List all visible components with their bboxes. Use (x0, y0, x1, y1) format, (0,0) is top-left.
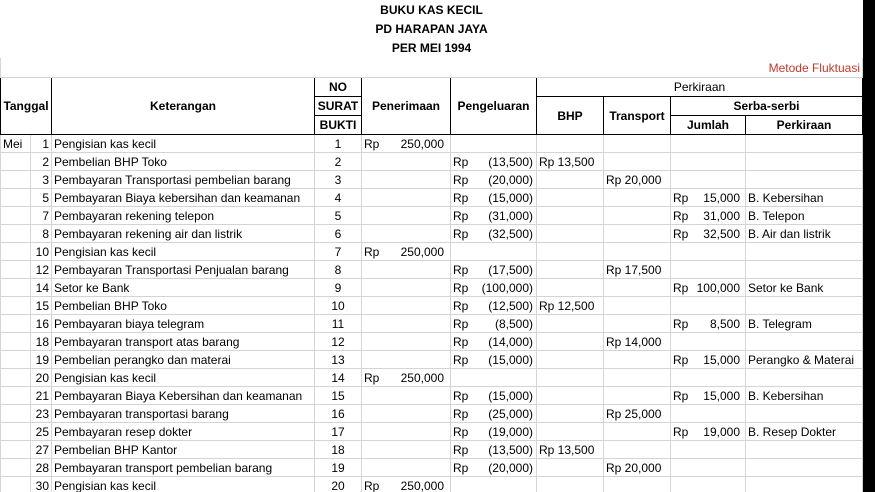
cell-perkiraan[interactable] (746, 135, 863, 153)
header-bhp[interactable]: BHP (537, 97, 604, 135)
cell-perkiraan[interactable] (746, 477, 863, 492)
cell-jumlah[interactable] (671, 369, 746, 387)
cell-bhp[interactable] (537, 135, 604, 153)
cell-transport[interactable]: Rp 17,500 (604, 261, 671, 279)
cell-month[interactable] (1, 261, 31, 279)
cell-description[interactable]: Pembelian BHP Toko (52, 153, 315, 171)
cell-day[interactable]: 18 (31, 333, 52, 351)
cell-perkiraan[interactable] (746, 405, 863, 423)
cell-month[interactable] (1, 189, 31, 207)
cell-description[interactable]: Pembayaran transportasi barang (52, 405, 315, 423)
cell-perkiraan[interactable]: B. Telegram (746, 315, 863, 333)
cell-pengeluaran[interactable]: Rp (15,000) (451, 387, 537, 405)
cell-no-bukti[interactable]: 7 (315, 243, 362, 261)
cell-month[interactable] (1, 171, 31, 189)
cell-no-bukti[interactable]: 4 (315, 189, 362, 207)
cell-perkiraan[interactable] (746, 171, 863, 189)
cell-description[interactable]: Pembelian BHP Kantor (52, 441, 315, 459)
header-no-surat-3[interactable]: BUKTI (315, 116, 362, 135)
cell-day[interactable]: 10 (31, 243, 52, 261)
cell-penerimaan[interactable] (362, 333, 451, 351)
cell-bhp[interactable] (537, 189, 604, 207)
cell-month[interactable] (1, 369, 31, 387)
cell-pengeluaran[interactable]: Rp (15,000) (451, 189, 537, 207)
table-row (1, 387, 863, 405)
header-transport[interactable]: Transport (604, 97, 671, 135)
cell-jumlah[interactable] (671, 333, 746, 351)
table-row (1, 297, 863, 315)
cell-description[interactable]: Pembayaran biaya telegram (52, 315, 315, 333)
cell-jumlah[interactable] (671, 405, 746, 423)
cell-perkiraan[interactable] (746, 261, 863, 279)
cell-bhp[interactable] (537, 225, 604, 243)
cell-pengeluaran[interactable]: Rp (12,500) (451, 297, 537, 315)
cell-bhp[interactable] (537, 279, 604, 297)
cell-jumlah[interactable]: Rp 100,000 (671, 279, 746, 297)
cell-month[interactable] (1, 207, 31, 225)
cell-no-bukti[interactable]: 10 (315, 297, 362, 315)
cell-penerimaan[interactable]: Rp 250,000 (362, 243, 451, 261)
cell-day[interactable]: 5 (31, 189, 52, 207)
cell-day[interactable]: 15 (31, 297, 52, 315)
cell-penerimaan[interactable] (362, 189, 451, 207)
cell-perkiraan[interactable]: B. Kebersihan (746, 387, 863, 405)
cell-jumlah[interactable] (671, 153, 746, 171)
cell-pengeluaran[interactable]: Rp (14,000) (451, 333, 537, 351)
cell-pengeluaran[interactable]: Rp (100,000) (451, 279, 537, 297)
cell-day[interactable]: 25 (31, 423, 52, 441)
cell-month[interactable] (1, 405, 31, 423)
cell-pengeluaran[interactable] (451, 369, 537, 387)
header-perkiraan[interactable]: Perkiraan (537, 78, 863, 97)
cell-penerimaan[interactable] (362, 441, 451, 459)
cell-pengeluaran[interactable]: Rp (20,000) (451, 459, 537, 477)
cell-jumlah[interactable] (671, 297, 746, 315)
cell-month[interactable] (1, 225, 31, 243)
cell-day[interactable]: 3 (31, 171, 52, 189)
cell-penerimaan[interactable] (362, 351, 451, 369)
cell-transport[interactable] (604, 297, 671, 315)
cell-penerimaan[interactable]: Rp 250,000 (362, 477, 451, 492)
cell-description[interactable]: Pengisian kas kecil (52, 477, 315, 492)
cell-month[interactable] (1, 279, 31, 297)
cell-description[interactable]: Pembayaran Biaya Kebersihan dan keamanan (52, 387, 315, 405)
cell-jumlah[interactable] (671, 243, 746, 261)
table-row (1, 333, 863, 351)
cell-transport[interactable] (604, 135, 671, 153)
cell-penerimaan[interactable] (362, 261, 451, 279)
cell-perkiraan[interactable] (746, 153, 863, 171)
cell-day[interactable]: 12 (31, 261, 52, 279)
cell-transport[interactable]: Rp 25,000 (604, 405, 671, 423)
cell-bhp[interactable]: Rp 13,500 (537, 441, 604, 459)
cell-no-bukti[interactable]: 2 (315, 153, 362, 171)
cell-day[interactable]: 2 (31, 153, 52, 171)
cell-pengeluaran[interactable]: Rp (32,500) (451, 225, 537, 243)
cell-transport[interactable] (604, 387, 671, 405)
table-row (1, 153, 863, 171)
cell-penerimaan[interactable] (362, 153, 451, 171)
cell-day[interactable]: 20 (31, 369, 52, 387)
cell-penerimaan[interactable]: Rp 250,000 (362, 369, 451, 387)
cell-month[interactable] (1, 243, 31, 261)
cell-jumlah[interactable]: Rp 15,000 (671, 351, 746, 369)
cell-jumlah[interactable]: Rp 15,000 (671, 387, 746, 405)
cell-transport[interactable] (604, 189, 671, 207)
cell-pengeluaran[interactable] (451, 477, 537, 492)
cell-transport[interactable] (604, 207, 671, 225)
table-row (1, 189, 863, 207)
method-label[interactable]: Metode Fluktuasi (1, 58, 863, 78)
table-row (1, 441, 863, 459)
table-row (1, 225, 863, 243)
cell-pengeluaran[interactable]: Rp (13,500) (451, 153, 537, 171)
cell-description[interactable]: Pembayaran transport pembelian barang (52, 459, 315, 477)
cell-day[interactable]: 28 (31, 459, 52, 477)
cell-perkiraan[interactable]: Setor ke Bank (746, 279, 863, 297)
cell-bhp[interactable] (537, 477, 604, 492)
cell-jumlah[interactable]: Rp 8,500 (671, 315, 746, 333)
cell-transport[interactable] (604, 225, 671, 243)
cell-no-bukti[interactable]: 5 (315, 207, 362, 225)
header-no-surat-2[interactable]: SURAT (315, 97, 362, 116)
cell-transport[interactable] (604, 369, 671, 387)
cell-pengeluaran[interactable]: Rp (13,500) (451, 441, 537, 459)
cell-month[interactable] (1, 441, 31, 459)
cell-penerimaan[interactable] (362, 423, 451, 441)
cell-day[interactable]: 14 (31, 279, 52, 297)
cell-month[interactable] (1, 297, 31, 315)
cell-jumlah[interactable] (671, 459, 746, 477)
cell-pengeluaran[interactable] (451, 243, 537, 261)
table-row (1, 405, 863, 423)
table-row (1, 315, 863, 333)
header-perkiraan-sub[interactable]: Perkiraan (746, 116, 863, 135)
cell-pengeluaran[interactable]: Rp (17,500) (451, 261, 537, 279)
header-keterangan[interactable]: Keterangan (52, 78, 315, 135)
table-row (1, 423, 863, 441)
cell-day[interactable]: 19 (31, 351, 52, 369)
cell-penerimaan[interactable] (362, 405, 451, 423)
cell-transport[interactable]: Rp 14,000 (604, 333, 671, 351)
table-row (1, 243, 863, 261)
title-line-1[interactable]: BUKU KAS KECIL (1, 1, 863, 20)
header-jumlah[interactable]: Jumlah (671, 116, 746, 135)
table-row (1, 135, 863, 153)
cell-perkiraan[interactable]: Perangko & Materai (746, 351, 863, 369)
cell-jumlah[interactable]: Rp 32,500 (671, 225, 746, 243)
cell-perkiraan[interactable] (746, 243, 863, 261)
cell-no-bukti[interactable]: 1 (315, 135, 362, 153)
cell-day[interactable]: 30 (31, 477, 52, 492)
cell-month[interactable] (1, 459, 31, 477)
cell-description[interactable]: Pengisian kas kecil (52, 135, 315, 153)
cell-day[interactable]: 8 (31, 225, 52, 243)
cell-no-bukti[interactable]: 15 (315, 387, 362, 405)
cell-month[interactable] (1, 315, 31, 333)
cell-description[interactable]: Pengisian kas kecil (52, 243, 315, 261)
cell-bhp[interactable] (537, 333, 604, 351)
table-row (1, 369, 863, 387)
cell-pengeluaran[interactable]: Rp (25,000) (451, 405, 537, 423)
cell-jumlah[interactable]: Rp 15,000 (671, 189, 746, 207)
cell-transport[interactable] (604, 423, 671, 441)
table-row (1, 207, 863, 225)
header-no-surat-1[interactable]: NO (315, 78, 362, 97)
cell-penerimaan[interactable] (362, 207, 451, 225)
cell-perkiraan[interactable] (746, 297, 863, 315)
cell-bhp[interactable]: Rp 13,500 (537, 153, 604, 171)
cell-bhp[interactable] (537, 243, 604, 261)
cell-description[interactable]: Pembayaran Biaya kebersihan dan keamanan (52, 189, 315, 207)
cell-no-bukti[interactable]: 13 (315, 351, 362, 369)
table-row (1, 261, 863, 279)
cell-month[interactable] (1, 477, 31, 492)
cell-bhp[interactable] (537, 171, 604, 189)
cell-day[interactable]: 16 (31, 315, 52, 333)
table-row (1, 279, 863, 297)
cell-no-bukti[interactable]: 20 (315, 477, 362, 492)
cell-no-bukti[interactable]: 8 (315, 261, 362, 279)
cell-transport[interactable] (604, 351, 671, 369)
cell-jumlah[interactable] (671, 171, 746, 189)
cell-pengeluaran[interactable]: Rp (31,000) (451, 207, 537, 225)
cell-jumlah[interactable] (671, 441, 746, 459)
cell-pengeluaran[interactable]: Rp (15,000) (451, 351, 537, 369)
cell-penerimaan[interactable] (362, 171, 451, 189)
cell-transport[interactable]: Rp 20,000 (604, 459, 671, 477)
cell-month[interactable] (1, 351, 31, 369)
cell-jumlah[interactable] (671, 477, 746, 492)
cell-perkiraan[interactable]: B. Air dan listrik (746, 225, 863, 243)
cell-no-bukti[interactable]: 9 (315, 279, 362, 297)
cell-bhp[interactable] (537, 423, 604, 441)
cell-penerimaan[interactable] (362, 459, 451, 477)
header-tanggal[interactable]: Tanggal (1, 78, 52, 135)
cell-transport[interactable] (604, 243, 671, 261)
cell-penerimaan[interactable] (362, 387, 451, 405)
cell-description[interactable]: Pembayaran transport atas barang (52, 333, 315, 351)
cell-transport[interactable] (604, 153, 671, 171)
cell-bhp[interactable] (537, 261, 604, 279)
cell-month[interactable] (1, 387, 31, 405)
cell-jumlah[interactable] (671, 261, 746, 279)
cell-jumlah[interactable]: Rp 19,000 (671, 423, 746, 441)
cell-bhp[interactable] (537, 459, 604, 477)
cell-description[interactable]: Pembayaran rekening air dan listrik (52, 225, 315, 243)
cell-bhp[interactable] (537, 405, 604, 423)
cell-pengeluaran[interactable]: Rp (8,500) (451, 315, 537, 333)
cell-description[interactable]: Pengisian kas kecil (52, 369, 315, 387)
cell-description[interactable]: Pembayaran rekening telepon (52, 207, 315, 225)
cell-pengeluaran[interactable]: Rp (19,000) (451, 423, 537, 441)
cell-penerimaan[interactable] (362, 279, 451, 297)
cell-bhp[interactable] (537, 207, 604, 225)
cell-description[interactable]: Setor ke Bank (52, 279, 315, 297)
cell-no-bukti[interactable]: 19 (315, 459, 362, 477)
cell-description[interactable]: Pembayaran Transportasi pembelian barang (52, 171, 315, 189)
table-row (1, 351, 863, 369)
cell-month[interactable] (1, 153, 31, 171)
cell-penerimaan[interactable]: Rp 250,000 (362, 135, 451, 153)
cell-day[interactable]: 21 (31, 387, 52, 405)
header-serba-serbi[interactable]: Serba-serbi (671, 97, 863, 116)
cell-no-bukti[interactable]: 16 (315, 405, 362, 423)
cell-bhp[interactable] (537, 315, 604, 333)
cell-pengeluaran[interactable]: Rp (20,000) (451, 171, 537, 189)
cell-bhp[interactable] (537, 351, 604, 369)
cell-description[interactable]: Pembayaran resep dokter (52, 423, 315, 441)
cell-day[interactable]: 27 (31, 441, 52, 459)
cell-no-bukti[interactable]: 12 (315, 333, 362, 351)
cell-transport[interactable] (604, 477, 671, 492)
table-row (1, 459, 863, 477)
cell-pengeluaran[interactable] (451, 135, 537, 153)
cell-no-bukti[interactable]: 18 (315, 441, 362, 459)
cell-no-bukti[interactable]: 6 (315, 225, 362, 243)
title-line-2[interactable]: PD HARAPAN JAYA (1, 20, 863, 39)
cell-transport[interactable] (604, 279, 671, 297)
cell-month[interactable] (1, 333, 31, 351)
cell-bhp[interactable]: Rp 12,500 (537, 297, 604, 315)
cell-day[interactable]: 23 (31, 405, 52, 423)
cell-jumlah[interactable] (671, 135, 746, 153)
cell-transport[interactable]: Rp 20,000 (604, 171, 671, 189)
cell-month[interactable]: Mei (1, 135, 31, 153)
table-row (1, 171, 863, 189)
cell-penerimaan[interactable] (362, 297, 451, 315)
cell-penerimaan[interactable] (362, 225, 451, 243)
cell-perkiraan[interactable] (746, 459, 863, 477)
cell-description[interactable]: Pembelian perangko dan materai (52, 351, 315, 369)
cell-perkiraan[interactable] (746, 441, 863, 459)
cell-perkiraan[interactable]: B. Kebersihan (746, 189, 863, 207)
cell-transport[interactable] (604, 441, 671, 459)
cell-no-bukti[interactable]: 14 (315, 369, 362, 387)
cell-bhp[interactable] (537, 369, 604, 387)
cell-no-bukti[interactable]: 17 (315, 423, 362, 441)
cell-month[interactable] (1, 423, 31, 441)
table-row (1, 477, 863, 492)
cell-description[interactable]: Pembelian BHP Toko (52, 297, 315, 315)
cell-description[interactable]: Pembayaran Transportasi Penjualan barang (52, 261, 315, 279)
header-penerimaan[interactable]: Penerimaan (362, 78, 451, 135)
header-pengeluaran[interactable]: Pengeluaran (451, 78, 537, 135)
cell-bhp[interactable] (537, 387, 604, 405)
cell-perkiraan[interactable] (746, 369, 863, 387)
cell-jumlah[interactable]: Rp 31,000 (671, 207, 746, 225)
cell-day[interactable]: 1 (31, 135, 52, 153)
cell-perkiraan[interactable]: B. Telepon (746, 207, 863, 225)
cell-perkiraan[interactable]: B. Resep Dokter (746, 423, 863, 441)
cell-penerimaan[interactable] (362, 315, 451, 333)
cell-transport[interactable] (604, 315, 671, 333)
cell-perkiraan[interactable] (746, 333, 863, 351)
cell-no-bukti[interactable]: 11 (315, 315, 362, 333)
cell-day[interactable]: 7 (31, 207, 52, 225)
cell-no-bukti[interactable]: 3 (315, 171, 362, 189)
title-line-3[interactable]: PER MEI 1994 (1, 39, 863, 58)
